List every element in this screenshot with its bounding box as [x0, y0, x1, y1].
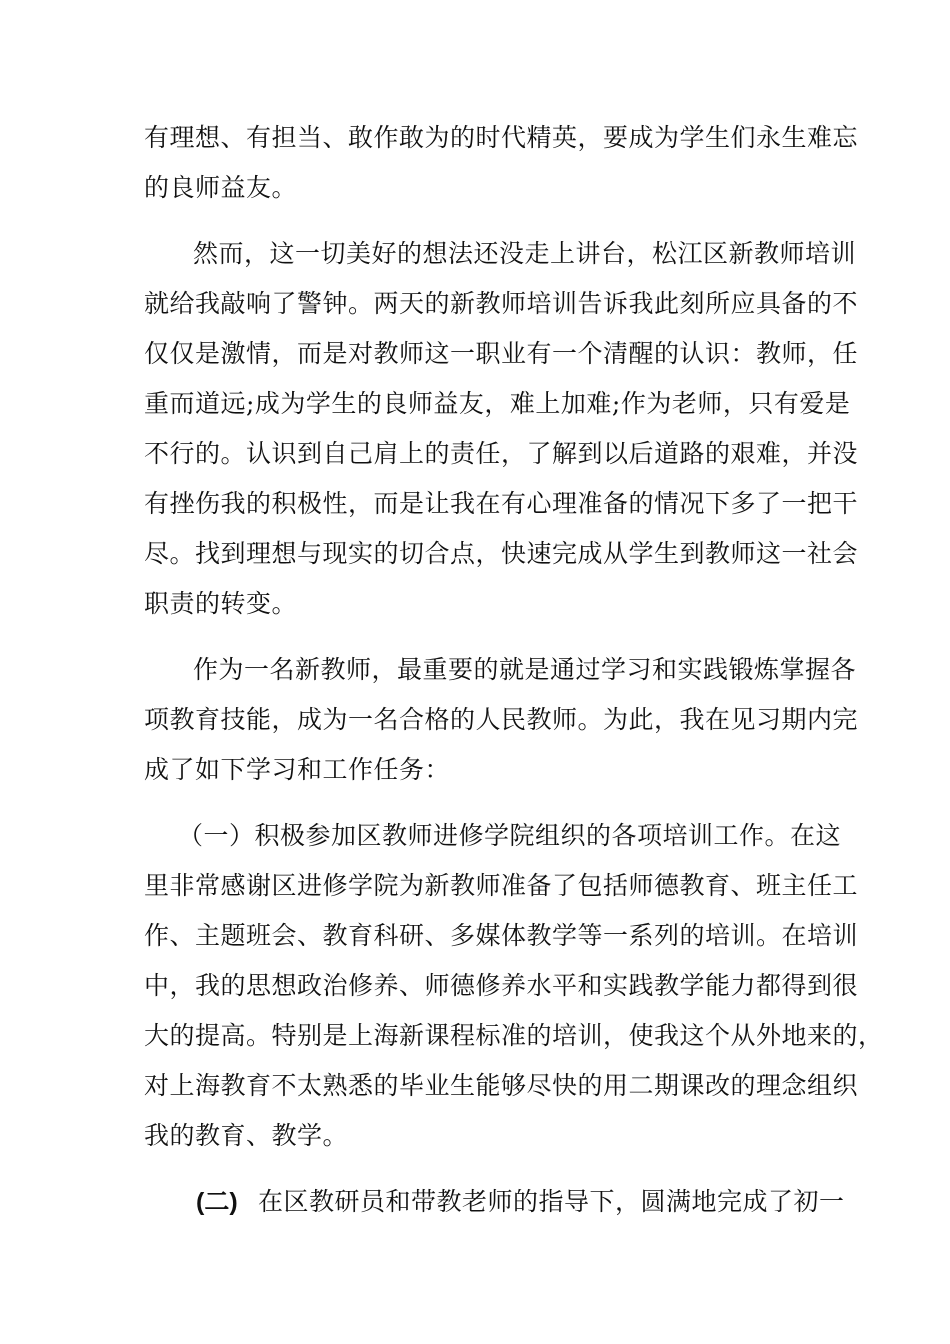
paragraph-1-line-2: 的良师益友。: [144, 173, 298, 202]
paragraph-3-line-2: 项教育技能，成为一名合格的人民教师。为此，我在见习期内完: [144, 705, 859, 734]
paragraph-2-line-8: 职责的转变。: [144, 589, 298, 618]
paragraph-1-line-1: 有理想、有担当、敢作敢为的时代精英，要成为学生们永生难忘: [144, 123, 859, 152]
paragraph-4-line-3: 作、主题班会、教育科研、多媒体教学等一系列的培训。在培训: [144, 921, 859, 950]
paragraph-2-line-6: 有挫伤我的积极性，而是让我在有心理准备的情况下多了一把干: [144, 489, 859, 518]
paragraph-4-line-2: 里非常感谢区进修学院为新教师准备了包括师德教育、班主任工: [144, 871, 859, 900]
paragraph-2-line-1: 然而，这一切美好的想法还没走上讲台，松江区新教师培训: [193, 239, 857, 268]
paragraph-2-line-4: 重而道远;成为学生的良师益友，难上加难;作为老师，只有爱是: [144, 389, 851, 418]
paragraph-3-line-1: 作为一名新教师，最重要的就是通过学习和实践锻炼掌握各: [193, 655, 857, 684]
paragraph-2-line-7: 尽。找到理想与现实的切合点，快速完成从学生到教师这一社会: [144, 539, 859, 568]
paragraph-2-line-2: 就给我敲响了警钟。两天的新教师培训告诉我此刻所应具备的不: [144, 289, 859, 318]
paragraph-4-line-4: 中，我的思想政治修养、师德修养水平和实践教学能力都得到很: [144, 971, 859, 1000]
paragraph-4-line-5: 大的提高。特别是上海新课程标准的培训，使我这个从外地来的，: [144, 1021, 884, 1050]
section-marker-2: (二): [196, 1188, 238, 1216]
paragraph-2-line-5: 不行的。认识到自己肩上的责任，了解到以后道路的艰难，并没: [144, 439, 859, 468]
paragraph-4-line-1: （一）积极参加区教师进修学院组织的各项培训工作。在这: [178, 821, 842, 850]
paragraph-2-line-3: 仅仅是激情，而是对教师这一职业有一个清醒的认识：教师，任: [144, 339, 859, 368]
paragraph-3-line-3: 成了如下学习和工作任务：: [144, 755, 451, 784]
paragraph-5-line-1: 在区教研员和带教老师的指导下，圆满地完成了初一: [258, 1187, 845, 1216]
paragraph-4-line-7: 我的教育、教学。: [144, 1121, 349, 1150]
paragraph-4-line-6: 对上海教育不太熟悉的毕业生能够尽快的用二期课改的理念组织: [144, 1071, 859, 1100]
